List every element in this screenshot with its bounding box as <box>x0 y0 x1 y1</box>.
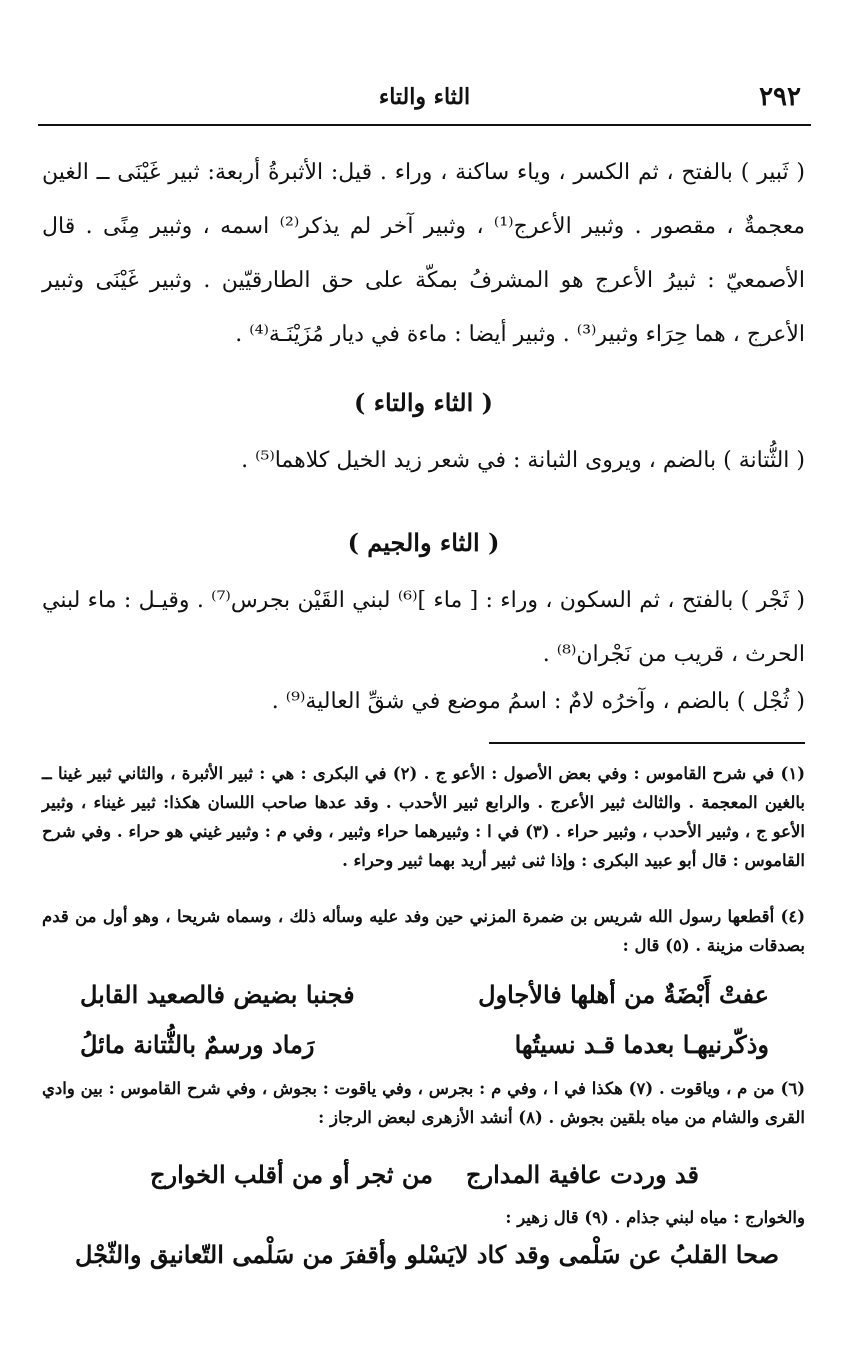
entry-thutana: ( الثُّتانة ) بالضم ، ويروى الثبانة : في شعر زيد الخيل كلاهما⁽⁵⁾ . <box>241 448 805 473</box>
footnote-4-5: (٤) أقطعها رسول الله شريس بن ضمرة المزني حين وفد عليه وسأله ذلك ، وسماه شريحا ، وهو أول من قدم بصدقات مزينة . (٥) قال : <box>42 907 805 955</box>
verse-2-first-hemistich: وذكّرنيهـا بعدما قـد نسيتُها <box>514 1030 769 1059</box>
section-heading-thaa-jeem: ( الثاء والجيم ) <box>347 528 500 557</box>
verse-line-1 <box>80 980 769 1009</box>
page-number: ٢٩٢ <box>759 82 801 112</box>
verse-3-first-hemistich: قد وردت عافية المدارج <box>465 1160 699 1189</box>
footnote-rule <box>489 742 805 744</box>
footnote-1-3: (١) في شرح القاموس : وفي بعض الأصول : الأعو ج . (٢) في البكرى : هي : ثبير الأثبرة ، والثاني ثبير غينا ــ بالغين المعجمة . والثالث ثبير الأعرج . والرابع ثبير الأحدب . وقد عدها صاحب اللسان هكذا: ثبير غيناء ، وثبير الأعو ج ، وثبير الأحدب ، وثبير حراء . (٣) في ا : وثبيرهما حراء وثبير ، وفي م : وثبير غيني هو حراء . وفي شرح القاموس : قال أبو عبيد البكرى : وإذا ثنى ثبير أريد بهما ثبير وحراء . <box>42 764 805 870</box>
page-header <box>38 82 811 116</box>
entry-thabir: ( ثَبير ) بالفتح ، ثم الكسر ، وياء ساكنة ، وراء . قيل: الأثبرةُ أربعة: ثبير غَيْنَى ــ الغين معجمةٌ ، مقصور . وثبير الأعرج⁽¹⁾ ، وثبير آخر لم يذكر⁽²⁾ اسمه ، وثبير مِنًى . قال الأصمعيّ : ثبيرُ الأعرج هو المشرفُ بمكّة على حق الطارقيّين . وثبير غَيْنَى وثبير الأعرج ، هما حِرَاء وثبير⁽³⁾ . وثبير أيضا : ماءة في ديار مُزَيْنَـة⁽⁴⁾ . <box>42 160 805 347</box>
entry-thajr: ( ثَجْر ) بالفتح ، ثم السكون ، وراء : [ ماء ]⁽⁶⁾ لبني القَيْن بجرس⁽⁷⁾ . وقيـل : ماء لبني الحرث ، قريب من نَجْران⁽⁸⁾ . <box>42 588 805 667</box>
running-head: الثاء والتاء <box>378 84 471 110</box>
verse-1-second-hemistich: فجنبا بضيض فالصعيد القابل <box>80 980 355 1009</box>
verse-1-first-hemistich: عفتْ أَبْضَةٌ من أهلها فالأجاول <box>478 980 769 1009</box>
verse-4-second-hemistich: وأقفرَ من سَلْمى التّعانيق والثّجْل <box>75 1240 398 1269</box>
footnote-6-8: (٦) من م ، وياقوت . (٧) هكذا في ا ، وفي م : بجرس ، وفي ياقوت : بجوش ، وفي شرح القاموس : بين وادي القرى والشام من مياه بلقين بجوش . (٨) أنشد الأزهرى لبعض الرجاز : <box>42 1079 805 1127</box>
verse-3-second-hemistich: من ثجر أو من أقلب الخوارج <box>150 1160 433 1189</box>
verse-line-2 <box>80 1030 769 1059</box>
verse-2-second-hemistich: رَماد ورسمٌ بالثُّتانة مائلُ <box>80 1030 315 1059</box>
verse-line-4 <box>75 1240 779 1269</box>
verse-line-3 <box>150 1160 699 1189</box>
footnote-9: والخوارج : مياه لبني جذام . (٩) قال زهير : <box>505 1208 805 1227</box>
section-heading-thaa-taa: ( الثاء والتاء ) <box>353 388 493 417</box>
verse-4-first-hemistich: صحا القلبُ عن سَلْمى وقد كاد لايَسْلو <box>406 1240 779 1269</box>
header-rule <box>38 124 811 126</box>
entry-thujl: ( ثُجْل ) بالضم ، وآخرُه لامٌ : اسمُ موضع في شقِّ العالية⁽⁹⁾ . <box>271 689 805 714</box>
